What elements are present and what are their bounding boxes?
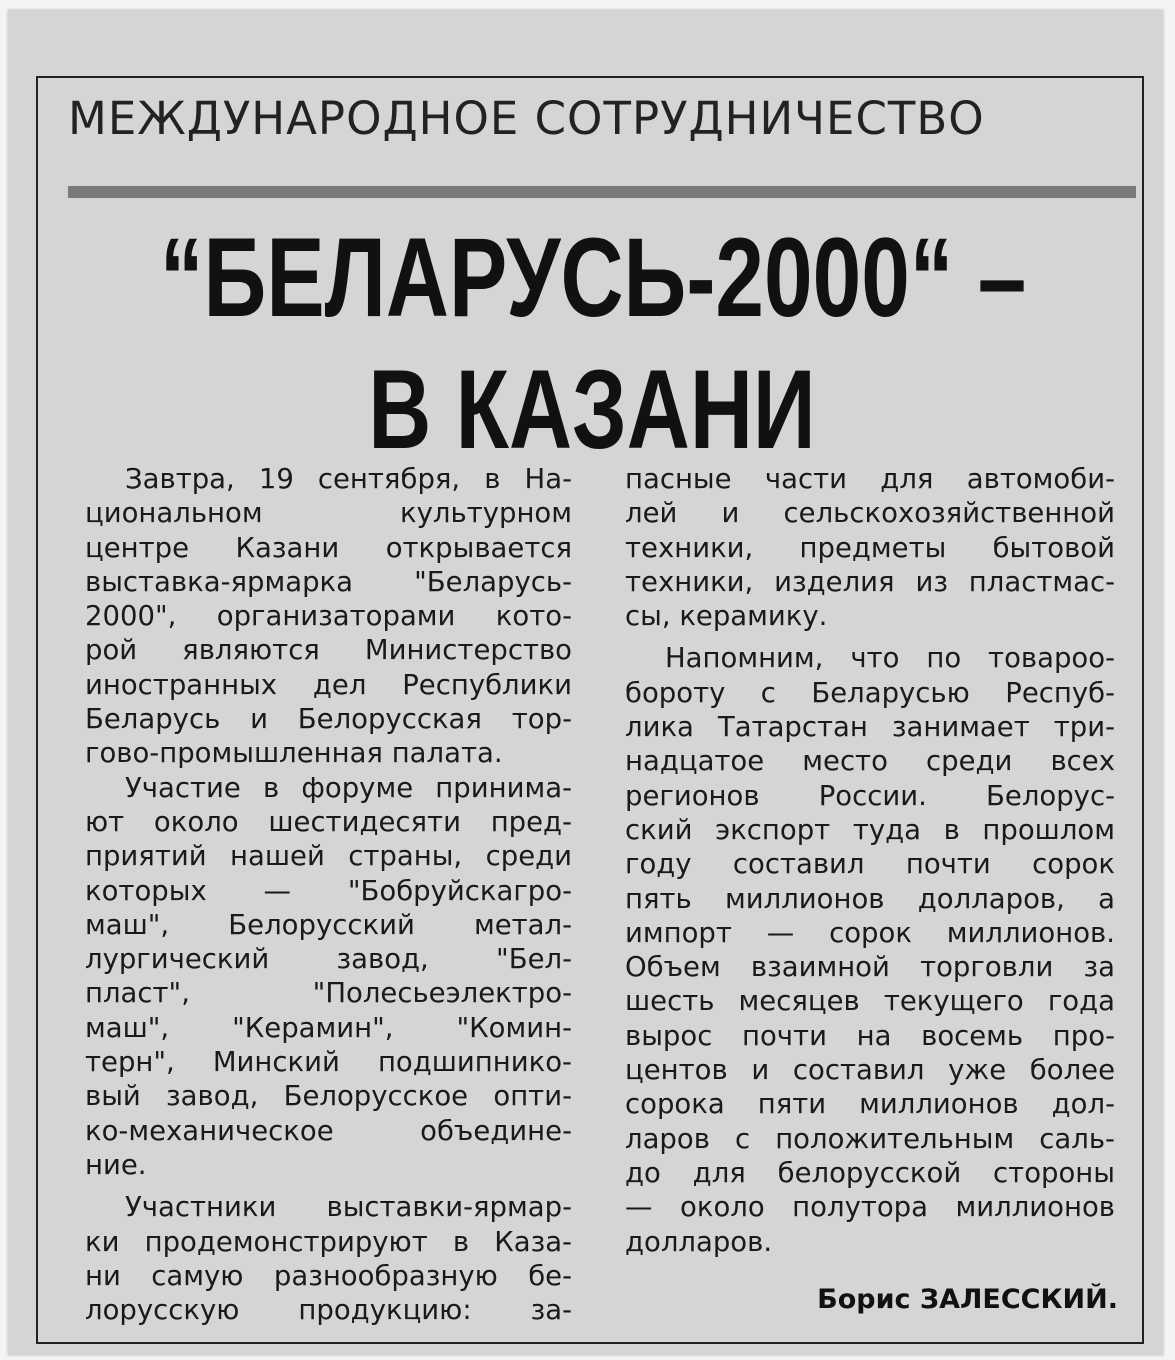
text-line: 2000", организаторами кото-	[85, 600, 572, 633]
text-line: году составил почти сорок	[625, 848, 1115, 881]
text-line: регионов России. Белорус-	[625, 779, 1115, 812]
text-line: Объем взаимной торговли за	[625, 951, 1115, 984]
newspaper-clipping	[8, 10, 1163, 1355]
text-line: центре Казани открывается	[85, 531, 572, 564]
text-line: маш", Белорусский метал-	[85, 908, 572, 941]
text-line: Беларусь и Белорусская тор-	[85, 703, 572, 736]
text-line: Участники выставки-ярмар-	[125, 1191, 572, 1224]
text-line: ние.	[85, 1148, 147, 1181]
text-line: маш", "Керамин", "Комин-	[85, 1011, 572, 1044]
text-line: Участие в форуме принима-	[125, 771, 572, 804]
text-line: ни самую разнообразную бе-	[85, 1259, 572, 1292]
article-frame	[36, 76, 1144, 1344]
text-line: выставка-ярмарка "Беларусь-	[85, 565, 572, 598]
section-rubric: МЕЖДУНАРОДНОЕ СОТРУДНИЧЕСТВО	[68, 92, 985, 145]
rubric-rule	[68, 186, 1136, 198]
text-line: до для белорусской стороны	[625, 1156, 1115, 1189]
text-line: импорт — сорок миллионов.	[625, 916, 1115, 949]
text-line: терн", Минский подшипнико-	[85, 1046, 572, 1079]
text-line: техники, изделия из пластмас-	[625, 565, 1115, 598]
text-line: Завтра, 19 сентября, в На-	[125, 463, 572, 495]
author-byline: Борис ЗАЛЕССКИЙ.	[817, 1284, 1118, 1315]
text-line: бороту с Беларусью Респуб-	[625, 676, 1115, 709]
text-line: приятий нашей страны, среди	[85, 840, 572, 873]
headline-line-2: В КАЗАНИ	[368, 347, 816, 472]
text-line: ский экспорт туда в прошлом	[625, 813, 1115, 846]
text-line: лей и сельскохозяйственной	[625, 497, 1115, 530]
text-line: пять миллионов долларов, а	[625, 882, 1115, 915]
text-line: лика Татарстан занимает три-	[625, 711, 1115, 744]
text-line: ларов с положительным саль-	[625, 1122, 1115, 1155]
text-line: циональном культурном	[85, 497, 572, 530]
text-line: Напомним, что по товароо-	[665, 642, 1115, 675]
text-line: — около полутора миллионов	[625, 1191, 1115, 1224]
text-line: пасные части для автомоби-	[625, 463, 1115, 495]
text-line: лорусскую продукцию: за-	[85, 1294, 572, 1327]
text-line: пласт", "Полесьеэлектро-	[85, 977, 572, 1010]
text-line: сорока пяти миллионов дол-	[625, 1088, 1115, 1121]
text-line: вый завод, Белорусское опти-	[85, 1080, 572, 1113]
article-column-right	[625, 462, 1115, 1259]
headline-line-1: “БЕЛАРУСЬ-2000“ –	[159, 215, 1027, 340]
text-line: ки продемонстрируют в Каза-	[85, 1225, 572, 1258]
text-line: ют около шестидесяти пред-	[85, 805, 572, 838]
text-line: ко-механическое объедине-	[85, 1114, 572, 1147]
text-line: центов и составил уже более	[625, 1054, 1115, 1087]
text-line: сы, керамику.	[625, 600, 828, 633]
text-line: техники, предметы бытовой	[625, 531, 1115, 564]
text-line: вырос почти на восемь про-	[625, 1019, 1115, 1052]
text-line: долларов.	[625, 1225, 773, 1258]
text-line: которых — "Бобруйскагро-	[85, 874, 572, 907]
article-column-left	[85, 462, 572, 1327]
text-line: рой являются Министерство	[85, 634, 572, 667]
text-line: шесть месяцев текущего года	[625, 985, 1115, 1018]
text-line: гово-промышленная палата.	[85, 737, 503, 770]
text-line: надцатое место среди всех	[625, 745, 1115, 778]
text-line: иностранных дел Республики	[85, 668, 572, 701]
text-line: лургический завод, "Бел-	[85, 943, 572, 976]
